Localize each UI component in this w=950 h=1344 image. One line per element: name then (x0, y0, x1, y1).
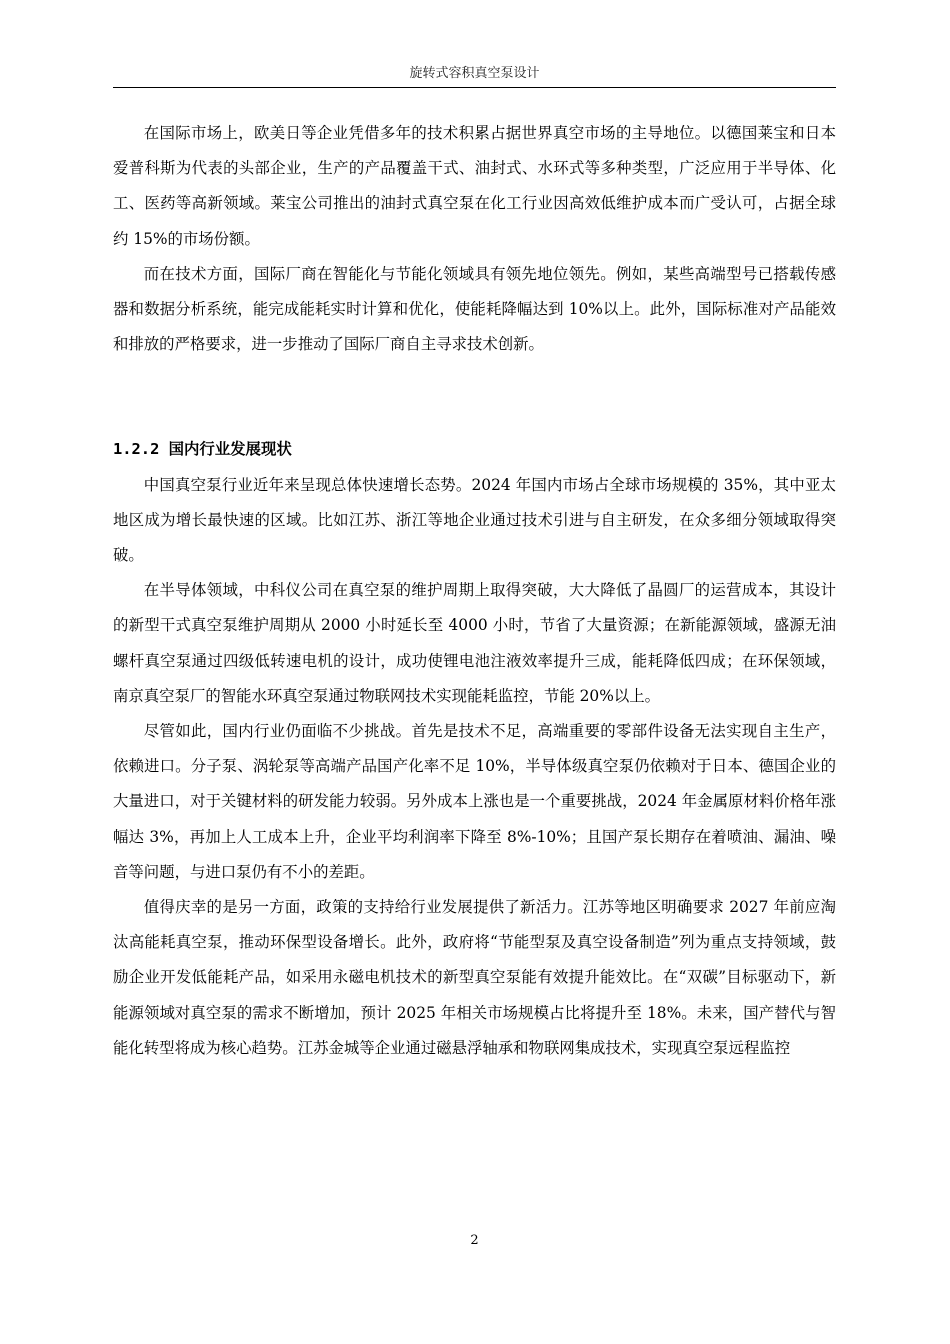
paragraph-domestic-breakthroughs: 在半导体领域，中科仪公司在真空泵的维护周期上取得突破，大大降低了晶圆厂的运营成本，其设计的新型干式真空泵维护周期从 2000 小时延长至 4000 小时，节省了大量资源；在新能源领域，盛源无油螺杆真空泵通过四级低转速电机的设计，成功使锂电池注液效率提升三成，能耗降低四成；在环保领域，南京真空泵厂的智能水环真空泵通过物联网技术实现能耗监控，节能 20%以上。 (113, 581, 836, 705)
paragraph-domestic-growth: 中国真空泵行业近年来呈现总体快速增长态势。2024 年国内市场占全球市场规模的 35%，其中亚太地区成为增长最快速的区域。比如江苏、浙江等地企业通过技术引进与自主研发，在众多细分领域取得突破。 (113, 475, 836, 565)
running-header: 旋转式容积真空泵设计 (409, 66, 540, 81)
section-heading: 1.2.2 国内行业发展现状 (113, 440, 292, 459)
header-divider (113, 87, 836, 88)
paragraph-international-technology: 而在技术方面，国际厂商在智能化与节能化领域具有领先地位领先。例如，某些高端型号已搭载传感器和数据分析系统，能完成能耗实时计算和优化，使能耗降幅达到 10%以上。此外，国际标准对产品能效和排放的严格要求，进一步推动了国际厂商自主寻求技术创新。 (113, 264, 836, 354)
paragraph-domestic-challenges: 尽管如此，国内行业仍面临不少挑战。首先是技术不足，高端重要的零部件设备无法实现自主生产，依赖进口。分子泵、涡轮泵等高端产品国产化率不足 10%，半导体级真空泵仍依赖对于日本、德国企业的大量进口，对于关键材料的研发能力较弱。另外成本上涨也是一个重要挑战，2024 年金属原材料价格年涨幅达 3%，再加上人工成本上升，企业平均利润率下降至 8%-10%；且国产泵长期存在着喷油、漏油、噪音等问题，与进口泵仍有不小的差距。 (113, 722, 836, 881)
page-number: 2 (470, 1233, 479, 1248)
page-body (113, 116, 836, 1066)
section-spacer (113, 362, 836, 432)
paragraph-domestic-policy: 值得庆幸的是另一方面，政策的支持给行业发展提供了新活力。江苏等地区明确要求 2027 年前应淘汰高能耗真空泵，推动环保型设备增长。此外，政府将“节能型泵及真空设备制造”列为重点支持领域，鼓励企业开发低能耗产品，如采用永磁电机技术的新型真空泵能有效提升能效比。在“双碳”目标驱动下，新能源领域对真空泵的需求不断增加，预计 2025 年相关市场规模占比将提升至 18%。未来，国产替代与智能化转型将成为核心趋势。江苏金城等企业通过磁悬浮轴承和物联网集成技术，实现真空泵远程监控 (113, 898, 836, 1057)
paragraph-international-market: 在国际市场上，欧美日等企业凭借多年的技术积累占据世界真空市场的主导地位。以德国莱宝和日本爱普科斯为代表的头部企业，生产的产品覆盖干式、油封式、水环式等多种类型，广泛应用于半导体、化工、医药等高新领域。莱宝公司推出的油封式真空泵在化工行业因高效低维护成本而广受认可，占据全球约 15%的市场份额。 (113, 124, 836, 248)
